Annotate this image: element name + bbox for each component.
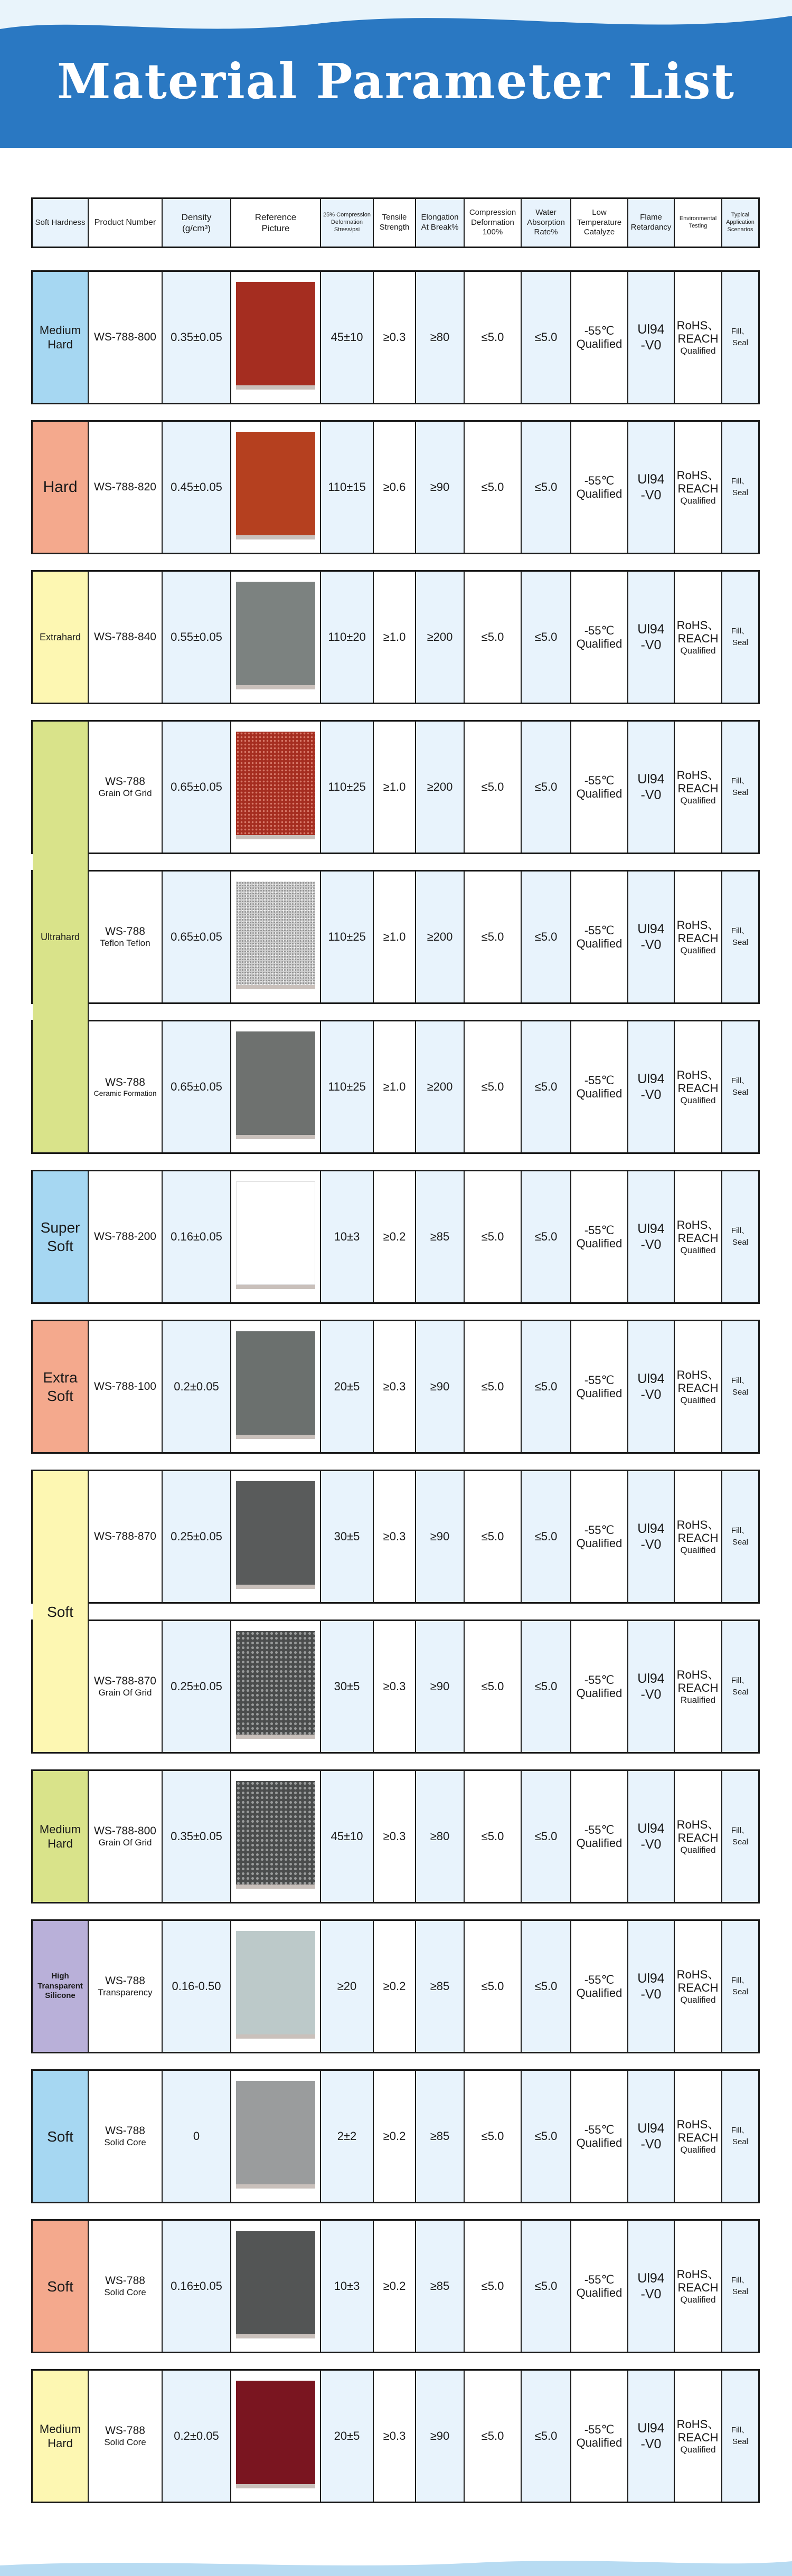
water-absorption-value: ≤5.0 <box>522 572 571 703</box>
reference-picture <box>231 2071 321 2202</box>
water-absorption-value: ≤5.0 <box>522 2371 571 2502</box>
hardness-label: Medium Hard <box>33 1771 89 1902</box>
density-value: 0.16±0.05 <box>163 2221 231 2352</box>
reference-picture <box>231 272 321 403</box>
reference-picture <box>231 572 321 703</box>
material-swatch <box>236 1931 315 2042</box>
density-value: 0.25±0.05 <box>163 1621 231 1752</box>
table-row <box>31 720 760 854</box>
flame-retardancy-value: Ul94 -V0 <box>628 722 675 853</box>
water-absorption-value: ≤5.0 <box>522 1021 571 1152</box>
table-row <box>31 1170 760 1304</box>
flame-retardancy-value: Ul94 -V0 <box>628 272 675 403</box>
reference-picture <box>231 1321 321 1452</box>
compression-deformation-value: ≤5.0 <box>465 1621 522 1752</box>
elongation-value: ≥90 <box>416 2371 465 2502</box>
reference-picture <box>231 2221 321 2352</box>
material-swatch <box>236 1181 315 1292</box>
density-value: 0.16±0.05 <box>163 1171 231 1302</box>
environmental-testing-value: RoHS、 REACH Qualified <box>675 1021 722 1152</box>
reference-picture <box>231 1621 321 1752</box>
product-number: WS-788 Solid Core <box>89 2071 163 2202</box>
reference-picture <box>231 722 321 853</box>
density-value: 0.25±0.05 <box>163 1471 231 1602</box>
material-swatch <box>236 1331 315 1442</box>
compression-stress-value: 45±10 <box>321 272 374 403</box>
application-scenario-value: Fill、 Seal <box>722 1621 758 1752</box>
flame-retardancy-value: Ul94 -V0 <box>628 2071 675 2202</box>
column-header: Elongation At Break% <box>416 199 465 247</box>
reference-picture <box>231 1471 321 1602</box>
application-scenario-value: Fill、 Seal <box>722 1471 758 1602</box>
environmental-testing-value: RoHS、 REACH Qualified <box>675 872 722 1002</box>
material-swatch <box>236 2381 315 2492</box>
product-number: WS-788-820 <box>89 422 163 553</box>
low-temperature-value: -55℃ Qualified <box>571 422 628 553</box>
compression-deformation-value: ≤5.0 <box>465 872 522 1002</box>
flame-retardancy-value: Ul94 -V0 <box>628 1021 675 1152</box>
elongation-value: ≥200 <box>416 1021 465 1152</box>
density-value: 0.2±0.05 <box>163 1321 231 1452</box>
low-temperature-value: -55℃ Qualified <box>571 272 628 403</box>
hardness-label: High Transparent Silicone <box>33 1921 89 2052</box>
environmental-testing-value: RoHS、 REACH Qualified <box>675 722 722 853</box>
reference-picture <box>231 1021 321 1152</box>
elongation-value: ≥90 <box>416 1321 465 1452</box>
column-header: Water Absorption Rate% <box>522 199 571 247</box>
material-swatch <box>236 2231 315 2342</box>
elongation-value: ≥90 <box>416 422 465 553</box>
environmental-testing-value: RoHS、 REACH Qualified <box>675 2221 722 2352</box>
water-absorption-value: ≤5.0 <box>522 2071 571 2202</box>
density-value: 0.35±0.05 <box>163 1771 231 1902</box>
material-swatch <box>236 432 315 543</box>
elongation-value: ≥85 <box>416 2071 465 2202</box>
low-temperature-value: -55℃ Qualified <box>571 2221 628 2352</box>
compression-stress-value: 2±2 <box>321 2071 374 2202</box>
application-scenario-value: Fill、 Seal <box>722 2371 758 2502</box>
compression-deformation-value: ≤5.0 <box>465 1471 522 1602</box>
density-value: 0 <box>163 2071 231 2202</box>
compression-deformation-value: ≤5.0 <box>465 2071 522 2202</box>
elongation-value: ≥85 <box>416 1171 465 1302</box>
density-value: 0.65±0.05 <box>163 1021 231 1152</box>
compression-stress-value: 110±25 <box>321 1021 374 1152</box>
environmental-testing-value: RoHS、 REACH Qualified <box>675 1771 722 1902</box>
compression-deformation-value: ≤5.0 <box>465 422 522 553</box>
hardness-label: Medium Hard <box>33 2371 89 2502</box>
material-swatch <box>236 1781 315 1892</box>
elongation-value: ≥80 <box>416 1771 465 1902</box>
tensile-strength-value: ≥0.2 <box>374 2071 416 2202</box>
product-number: WS-788-840 <box>89 572 163 703</box>
water-absorption-value: ≤5.0 <box>522 1321 571 1452</box>
reference-picture <box>231 1171 321 1302</box>
elongation-value: ≥90 <box>416 1621 465 1752</box>
compression-stress-value: ≥20 <box>321 1921 374 2052</box>
table-row <box>31 1470 760 1604</box>
environmental-testing-value: RoHS、 REACH Qualified <box>675 572 722 703</box>
column-header: 25% Compression Deformation Stress/psi <box>321 199 374 247</box>
environmental-testing-value: RoHS、 REACH Rualified <box>675 1621 722 1752</box>
application-scenario-value: Fill、 Seal <box>722 2221 758 2352</box>
density-value: 0.65±0.05 <box>163 722 231 853</box>
low-temperature-value: -55℃ Qualified <box>571 1321 628 1452</box>
column-header: Product Number <box>89 199 163 247</box>
table-row <box>31 1919 760 2053</box>
application-scenario-value: Fill、 Seal <box>722 1321 758 1452</box>
product-number: WS-788-800 Grain Of Grid <box>89 1771 163 1902</box>
application-scenario-value: Fill、 Seal <box>722 1021 758 1152</box>
product-number: WS-788-800 <box>89 272 163 403</box>
low-temperature-value: -55℃ Qualified <box>571 572 628 703</box>
product-number: WS-788 Grain Of Grid <box>89 722 163 853</box>
compression-stress-value: 110±25 <box>321 872 374 1002</box>
elongation-value: ≥200 <box>416 722 465 853</box>
low-temperature-value: -55℃ Qualified <box>571 1021 628 1152</box>
column-header: Density (g/cm³) <box>163 199 231 247</box>
compression-deformation-value: ≤5.0 <box>465 272 522 403</box>
flame-retardancy-value: Ul94 -V0 <box>628 1921 675 2052</box>
table-row <box>31 1020 760 1154</box>
material-swatch <box>236 2081 315 2192</box>
low-temperature-value: -55℃ Qualified <box>571 1471 628 1602</box>
compression-stress-value: 110±15 <box>321 422 374 553</box>
hardness-label: Soft <box>33 2221 89 2352</box>
low-temperature-value: -55℃ Qualified <box>571 1771 628 1902</box>
table-row <box>31 2219 760 2353</box>
density-value: 0.65±0.05 <box>163 872 231 1002</box>
hardness-label: Hard <box>33 422 89 553</box>
water-absorption-value: ≤5.0 <box>522 422 571 553</box>
environmental-testing-value: RoHS、 REACH Qualified <box>675 1921 722 2052</box>
reference-picture <box>231 1771 321 1902</box>
application-scenario-value: Fill、 Seal <box>722 1921 758 2052</box>
low-temperature-value: -55℃ Qualified <box>571 1921 628 2052</box>
density-value: 0.55±0.05 <box>163 572 231 703</box>
low-temperature-value: -55℃ Qualified <box>571 872 628 1002</box>
tensile-strength-value: ≥0.3 <box>374 1471 416 1602</box>
product-number: WS-788 Solid Core <box>89 2221 163 2352</box>
low-temperature-value: -55℃ Qualified <box>571 2371 628 2502</box>
application-scenario-value: Fill、 Seal <box>722 272 758 403</box>
product-number: WS-788 Transparency <box>89 1921 163 2052</box>
banner-wave-decoration <box>0 0 792 42</box>
low-temperature-value: -55℃ Qualified <box>571 1171 628 1302</box>
environmental-testing-value: RoHS、 REACH Qualified <box>675 1171 722 1302</box>
flame-retardancy-value: Ul94 -V0 <box>628 572 675 703</box>
column-header: Typical Application Scenarios <box>722 199 758 247</box>
table-row <box>31 1769 760 1903</box>
table-row <box>31 2069 760 2203</box>
compression-deformation-value: ≤5.0 <box>465 1321 522 1452</box>
elongation-value: ≥200 <box>416 572 465 703</box>
water-absorption-value: ≤5.0 <box>522 1921 571 2052</box>
compression-stress-value: 110±20 <box>321 572 374 703</box>
tensile-strength-value: ≥0.2 <box>374 1171 416 1302</box>
tensile-strength-value: ≥1.0 <box>374 722 416 853</box>
tensile-strength-value: ≥0.2 <box>374 1921 416 2052</box>
environmental-testing-value: RoHS、 REACH Qualified <box>675 1321 722 1452</box>
tensile-strength-value: ≥0.3 <box>374 1771 416 1902</box>
flame-retardancy-value: Ul94 -V0 <box>628 1621 675 1752</box>
compression-deformation-value: ≤5.0 <box>465 1021 522 1152</box>
environmental-testing-value: RoHS、 REACH Qualified <box>675 1471 722 1602</box>
product-number: WS-788 Solid Core <box>89 2371 163 2502</box>
flame-retardancy-value: Ul94 -V0 <box>628 1471 675 1602</box>
compression-deformation-value: ≤5.0 <box>465 722 522 853</box>
elongation-value: ≥85 <box>416 2221 465 2352</box>
compression-deformation-value: ≤5.0 <box>465 1771 522 1902</box>
reference-picture <box>231 2371 321 2502</box>
hardness-label: Extrahard <box>33 572 89 703</box>
flame-retardancy-value: Ul94 -V0 <box>628 872 675 1002</box>
environmental-testing-value: RoHS、 REACH Qualified <box>675 2371 722 2502</box>
material-swatch <box>236 1031 315 1142</box>
reference-picture <box>231 872 321 1002</box>
application-scenario-value: Fill、 Seal <box>722 722 758 853</box>
product-number: WS-788-200 <box>89 1171 163 1302</box>
compression-stress-value: 30±5 <box>321 1471 374 1602</box>
water-absorption-value: ≤5.0 <box>522 1621 571 1752</box>
reference-picture <box>231 422 321 553</box>
footer-wave-decoration <box>0 2555 792 2576</box>
material-swatch <box>236 1481 315 1592</box>
environmental-testing-value: RoHS、 REACH Qualified <box>675 272 722 403</box>
low-temperature-value: -55℃ Qualified <box>571 2071 628 2202</box>
table-header-row <box>31 197 760 248</box>
tensile-strength-value: ≥1.0 <box>374 1021 416 1152</box>
table-row <box>31 2369 760 2503</box>
water-absorption-value: ≤5.0 <box>522 1171 571 1302</box>
product-number: WS-788 Teflon Teflon <box>89 872 163 1002</box>
tensile-strength-value: ≥0.3 <box>374 272 416 403</box>
table-row <box>31 870 760 1004</box>
hardness-label: Extra Soft <box>33 1321 89 1452</box>
tensile-strength-value: ≥0.6 <box>374 422 416 553</box>
column-header: Environmental Testing <box>675 199 722 247</box>
title-banner <box>0 0 792 148</box>
water-absorption-value: ≤5.0 <box>522 2221 571 2352</box>
material-swatch <box>236 1631 315 1742</box>
column-header: Tensile Strength <box>374 199 416 247</box>
material-swatch <box>236 732 315 842</box>
tensile-strength-value: ≥0.3 <box>374 1321 416 1452</box>
compression-deformation-value: ≤5.0 <box>465 1171 522 1302</box>
flame-retardancy-value: Ul94 -V0 <box>628 2371 675 2502</box>
density-value: 0.45±0.05 <box>163 422 231 553</box>
flame-retardancy-value: Ul94 -V0 <box>628 2221 675 2352</box>
compression-deformation-value: ≤5.0 <box>465 572 522 703</box>
water-absorption-value: ≤5.0 <box>522 1771 571 1902</box>
product-number: WS-788 Ceramic Formation <box>89 1021 163 1152</box>
elongation-value: ≥80 <box>416 272 465 403</box>
compression-stress-value: 30±5 <box>321 1621 374 1752</box>
application-scenario-value: Fill、 Seal <box>722 2071 758 2202</box>
reference-picture <box>231 1921 321 2052</box>
column-header: Low Temperature Catalyze <box>571 199 628 247</box>
elongation-value: ≥90 <box>416 1471 465 1602</box>
product-number: WS-788-870 Grain Of Grid <box>89 1621 163 1752</box>
density-value: 0.2±0.05 <box>163 2371 231 2502</box>
compression-deformation-value: ≤5.0 <box>465 1921 522 2052</box>
density-value: 0.16-0.50 <box>163 1921 231 2052</box>
elongation-value: ≥200 <box>416 872 465 1002</box>
hardness-label: Soft <box>33 1471 89 1752</box>
compression-stress-value: 20±5 <box>321 2371 374 2502</box>
application-scenario-value: Fill、 Seal <box>722 1771 758 1902</box>
hardness-label: Medium Hard <box>33 272 89 403</box>
tensile-strength-value: ≥1.0 <box>374 872 416 1002</box>
column-header: Reference Picture <box>231 199 321 247</box>
low-temperature-value: -55℃ Qualified <box>571 1621 628 1752</box>
tensile-strength-value: ≥0.3 <box>374 2371 416 2502</box>
column-header: Soft Hardness <box>33 199 89 247</box>
page-title: Material Parameter List <box>56 53 736 110</box>
compression-stress-value: 10±3 <box>321 1171 374 1302</box>
hardness-label: Ultrahard <box>33 722 89 1152</box>
low-temperature-value: -55℃ Qualified <box>571 722 628 853</box>
flame-retardancy-value: Ul94 -V0 <box>628 422 675 553</box>
column-header: Compression Deformation 100% <box>465 199 522 247</box>
water-absorption-value: ≤5.0 <box>522 722 571 853</box>
table-row <box>31 570 760 704</box>
compression-deformation-value: ≤5.0 <box>465 2371 522 2502</box>
application-scenario-value: Fill、 Seal <box>722 572 758 703</box>
material-swatch <box>236 882 315 992</box>
environmental-testing-value: RoHS、 REACH Qualified <box>675 422 722 553</box>
product-number: WS-788-870 <box>89 1471 163 1602</box>
water-absorption-value: ≤5.0 <box>522 872 571 1002</box>
application-scenario-value: Fill、 Seal <box>722 872 758 1002</box>
tensile-strength-value: ≥0.3 <box>374 1621 416 1752</box>
product-number: WS-788-100 <box>89 1321 163 1452</box>
compression-deformation-value: ≤5.0 <box>465 2221 522 2352</box>
application-scenario-value: Fill、 Seal <box>722 1171 758 1302</box>
table-row <box>31 270 760 404</box>
compression-stress-value: 110±25 <box>321 722 374 853</box>
compression-stress-value: 45±10 <box>321 1771 374 1902</box>
hardness-label: Soft <box>33 2071 89 2202</box>
flame-retardancy-value: Ul94 -V0 <box>628 1321 675 1452</box>
flame-retardancy-value: Ul94 -V0 <box>628 1171 675 1302</box>
table-row <box>31 420 760 554</box>
flame-retardancy-value: Ul94 -V0 <box>628 1771 675 1902</box>
elongation-value: ≥85 <box>416 1921 465 2052</box>
tensile-strength-value: ≥0.2 <box>374 2221 416 2352</box>
environmental-testing-value: RoHS、 REACH Qualified <box>675 2071 722 2202</box>
water-absorption-value: ≤5.0 <box>522 272 571 403</box>
tensile-strength-value: ≥1.0 <box>374 572 416 703</box>
column-header: Flame Retardancy <box>628 199 675 247</box>
material-swatch <box>236 582 315 693</box>
compression-stress-value: 20±5 <box>321 1321 374 1452</box>
table-row <box>31 1320 760 1454</box>
hardness-label: Super Soft <box>33 1171 89 1302</box>
material-swatch <box>236 282 315 393</box>
density-value: 0.35±0.05 <box>163 272 231 403</box>
application-scenario-value: Fill、 Seal <box>722 422 758 553</box>
table-row <box>31 1620 760 1754</box>
compression-stress-value: 10±3 <box>321 2221 374 2352</box>
water-absorption-value: ≤5.0 <box>522 1471 571 1602</box>
